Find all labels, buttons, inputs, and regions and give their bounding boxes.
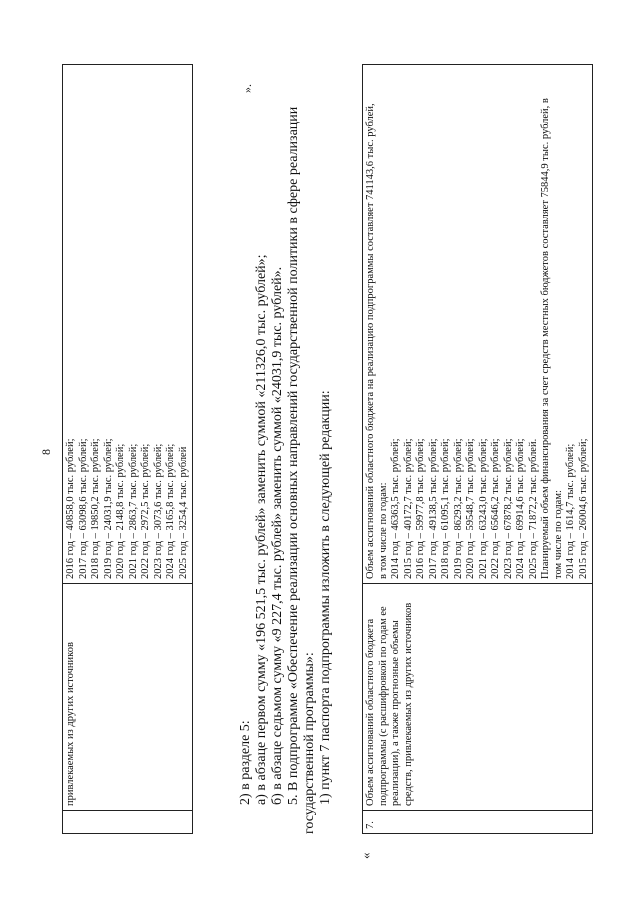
paragraph-b: б) в абзаце седьмом сумму «9 227,4 тыс. рублей» заменить суммой «24031,9 тыс. рублей». xyxy=(270,266,285,805)
line-item: 2021 год – 2863,7 тыс. рублей; xyxy=(127,443,139,579)
line-item: 2015 год – 40172,7 тыс. рублей; xyxy=(402,438,414,579)
line-item: 2023 год – 67878,2 тыс. рублей; xyxy=(502,438,514,579)
line-item: 2020 год – 59548,7 тыс. рублей; xyxy=(465,438,476,579)
bottom-table xyxy=(362,64,593,834)
line-item: 2025 год – 71872,2 тыс. рублей. xyxy=(527,438,539,579)
row-values-cell xyxy=(363,65,593,584)
line-item: 2024 год – 3165,8 тыс. рублей; xyxy=(165,443,176,579)
row-label-cell: привлекаемых из других источников xyxy=(63,584,193,811)
line-item: 2019 год – 24031,9 тыс. рублей; xyxy=(102,438,114,579)
table-row xyxy=(63,65,193,834)
paragraph-5: 5. В подпрограмме «Обеспечение реализации основных направлений государственной политики в сфере реализации xyxy=(286,106,301,805)
page-number: 8 xyxy=(39,449,53,455)
paragraph-a: а) в абзаце первом сумму «196 521,5 тыс. рублей» заменить суммой «211326,0 тыс. рублей»; xyxy=(254,254,269,805)
line-item: 2014 год – 1614,7 тыс. рублей; xyxy=(565,443,576,579)
row-number-cell xyxy=(63,811,193,834)
line-item: Объем ассигнований областного бюджета на реализацию подпрограммы составляет 741143,6 тыс. рублей, xyxy=(365,103,376,579)
row-number-cell: 7. xyxy=(363,811,593,834)
line-item: 2014 год – 46363,5 тыс. рублей; xyxy=(390,438,401,579)
row-label-cell: Объем ассигнований областного бюджета подпрограммы (с расшифровкой по годам ее реализации), а также прогнозные объемы средств, привлекаемых из других источников xyxy=(363,584,593,811)
line-item: 2017 год – 63098,6 тыс. рублей; xyxy=(77,438,89,579)
line-item: том числе по годам: xyxy=(552,490,564,579)
table-row xyxy=(363,65,593,834)
line-item: 2016 год – 59977,8 тыс. рублей; xyxy=(415,438,426,579)
line-item: 2023 год – 3073,6 тыс. рублей; xyxy=(152,443,164,579)
line-item: 2016 год – 40858,0 тыс. рублей; xyxy=(65,438,76,579)
line-item: Планируемый объем финансирования за счет средств местных бюджетов составляет 75844,9 тыс. рублей, в xyxy=(540,98,551,579)
line-item: 2017 год – 49138,5 тыс. рублей; xyxy=(427,438,439,579)
line-item: 2022 год – 65646,2 тыс. рублей; xyxy=(490,438,501,579)
paragraph-5-continued: государственной программы»: xyxy=(302,652,317,834)
line-item: 2020 год – 2148,8 тыс. рублей; xyxy=(115,443,126,579)
line-item: 2025 год – 3254,4 тыс. рублей xyxy=(177,446,189,579)
top-table xyxy=(62,64,193,834)
line-item: 2018 год – 19850,2 тыс. рублей; xyxy=(90,438,101,579)
line-item: 2022 год – 2972,5 тыс. рублей; xyxy=(140,443,151,579)
line-item: 2018 год – 61095,1 тыс. рублей; xyxy=(440,438,451,579)
line-item: 2015 год – 26004,6 тыс. рублей; xyxy=(577,438,589,579)
line-item: 2024 год – 69914,6 тыс. рублей; xyxy=(515,438,526,579)
line-item: 2019 год – 86293,2 тыс. рублей; xyxy=(452,438,464,579)
line-item: в том числе по годам: xyxy=(377,482,389,579)
paragraph-1: 1) пункт 7 паспорта подпрограммы изложить в следующей редакции: xyxy=(318,390,333,805)
closing-quote: ». xyxy=(240,84,254,93)
line-item: 2021 год – 63243,0 тыс. рублей; xyxy=(477,438,489,579)
paragraph-section-5: 2) в разделе 5: xyxy=(238,720,253,805)
opening-quote: « xyxy=(358,852,373,859)
row-values-cell xyxy=(63,65,193,584)
